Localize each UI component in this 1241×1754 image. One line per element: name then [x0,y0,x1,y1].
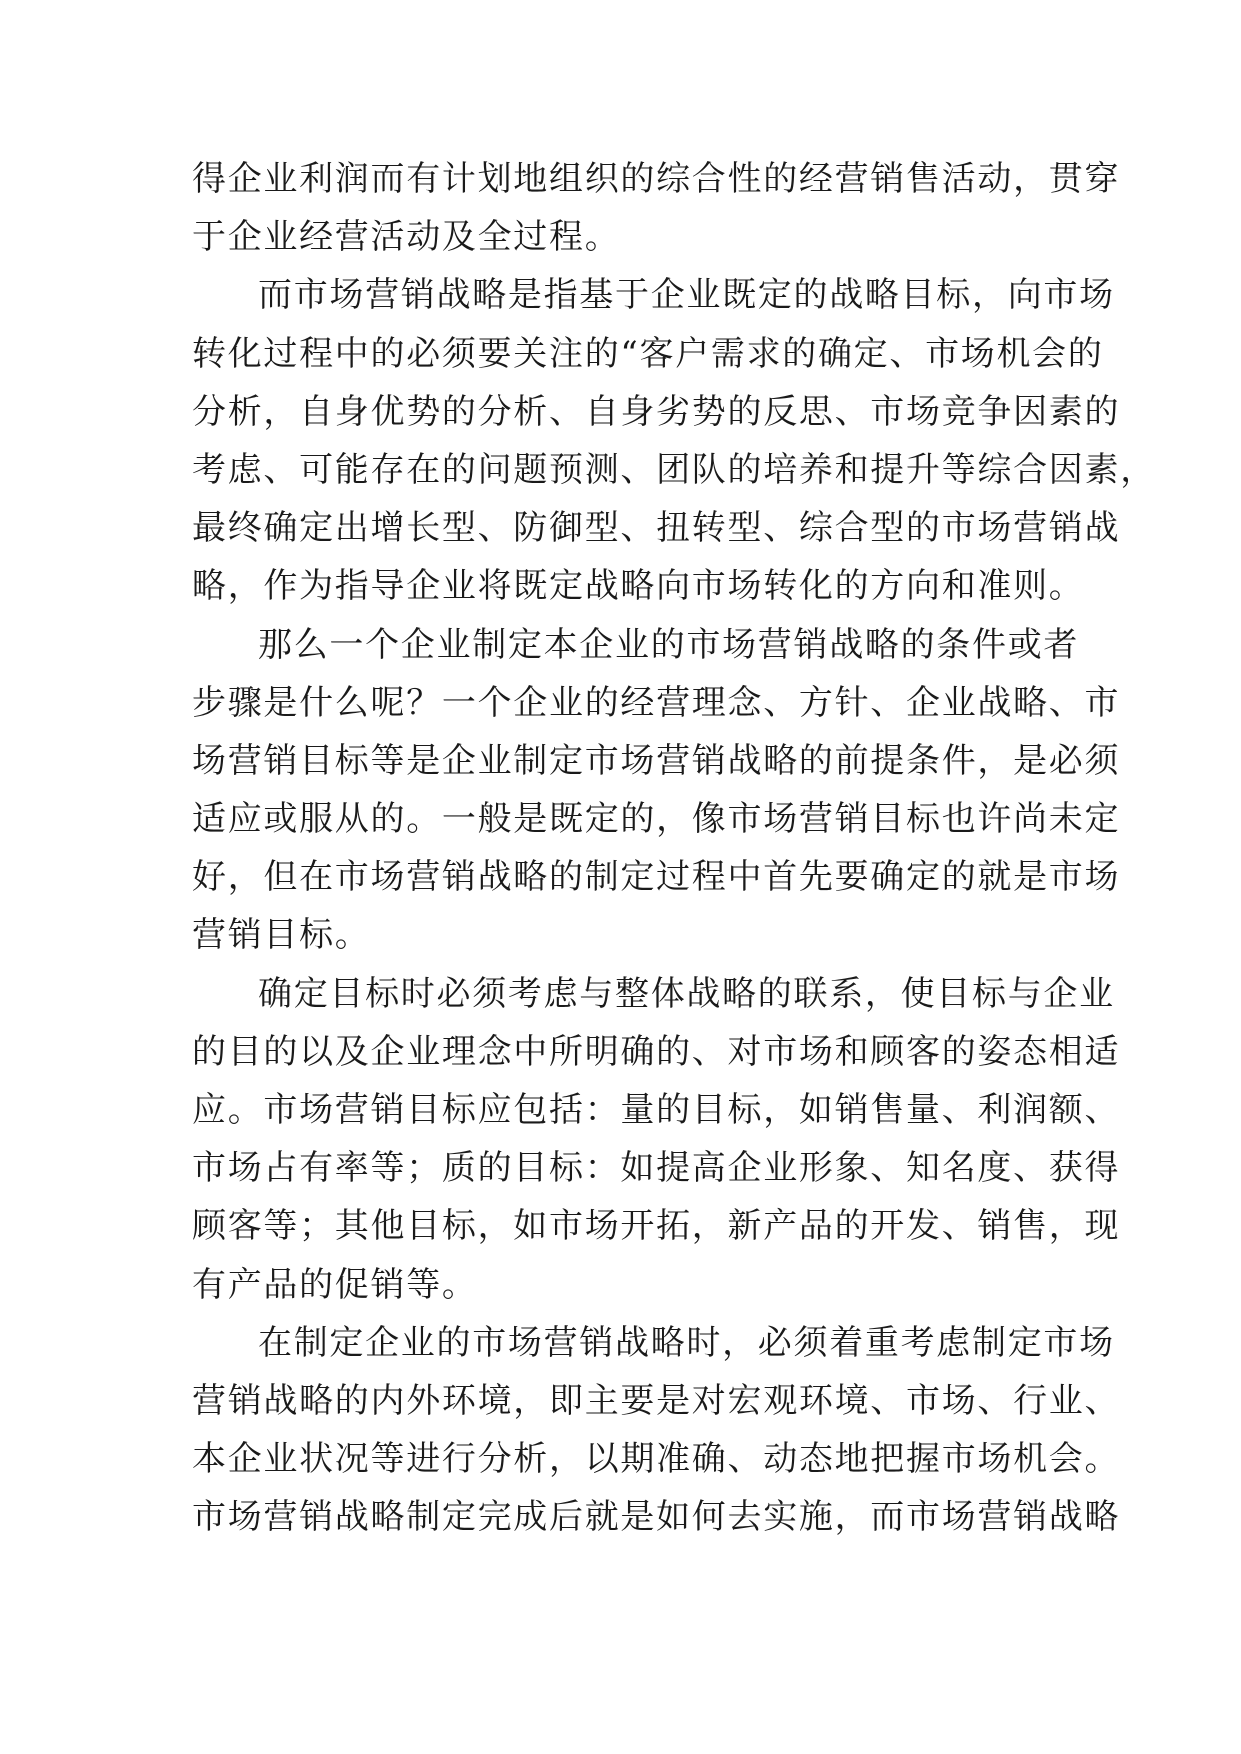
text-line: 于企业经营活动及全过程。 [192,217,621,258]
text-line-first: 那么一个企业制定本企业的市场营销战略的条件或者 [258,624,1080,665]
text-line-first: 确定目标时必须考虑与整体战略的联系，使目标与企业 [258,973,1115,1014]
text-line: 有产品的促销等。 [192,1264,478,1305]
paragraph-1 [192,150,1121,266]
text-line: 分析，自身优势的分析、自身劣势的反思、市场竞争因素的 [192,391,1121,432]
text-line: 最终确定出增长型、防御型、扭转型、综合型的市场营销战 [192,508,1121,549]
text-line: 得企业利润而有计划地组织的综合性的经营销售活动，贯穿 [192,159,1121,199]
text-line: 营销目标。 [192,915,371,956]
text-line: 市场占有率等；质的目标：如提高企业形象、知名度、获得 [192,1148,1121,1189]
text-line: 好，但在市场营销战略的制定过程中首先要确定的就是市场 [192,857,1121,898]
paragraph-4 [192,965,1121,1314]
paragraph-3 [192,616,1121,965]
text-line: 的目的以及企业理念中所明确的、对市场和顾客的姿态相适 [192,1031,1121,1072]
paragraph-2 [192,266,1156,615]
paragraph-5 [192,1314,1121,1547]
text-line: 场营销目标等是企业制定市场营销战略的前提条件，是必须 [192,740,1121,781]
text-line: 顾客等；其他目标，如市场开拓，新产品的开发、销售，现 [192,1206,1121,1247]
text-line: 略，作为指导企业将既定战略向市场转化的方向和准则。 [192,566,1085,607]
text-line: 考虑、可能存在的问题预测、团队的培养和提升等综合因素， [192,449,1156,490]
document-page [192,150,1156,1547]
text-line: 应。市场营销目标应包括：量的目标，如销售量、利润额、 [192,1090,1121,1130]
text-line: 市场营销战略制定完成后就是如何去实施，而市场营销战略 [192,1497,1121,1538]
text-line-first: 在制定企业的市场营销战略时，必须着重考虑制定市场 [258,1322,1115,1363]
text-line-first: 而市场营销战略是指基于企业既定的战略目标，向市场 [258,275,1115,316]
text-line: 营销战略的内外环境，即主要是对宏观环境、市场、行业、 [192,1380,1121,1421]
text-line: 适应或服从的。一般是既定的，像市场营销目标也许尚未定 [192,799,1121,840]
text-line: 本企业状况等进行分析，以期准确、动态地把握市场机会。 [192,1439,1121,1480]
text-line: 步骤是什么呢？一个企业的经营理念、方针、企业战略、市 [192,682,1121,723]
text-line: 转化过程中的必须要关注的“客户需求的确定、市场机会的 [192,333,1104,374]
